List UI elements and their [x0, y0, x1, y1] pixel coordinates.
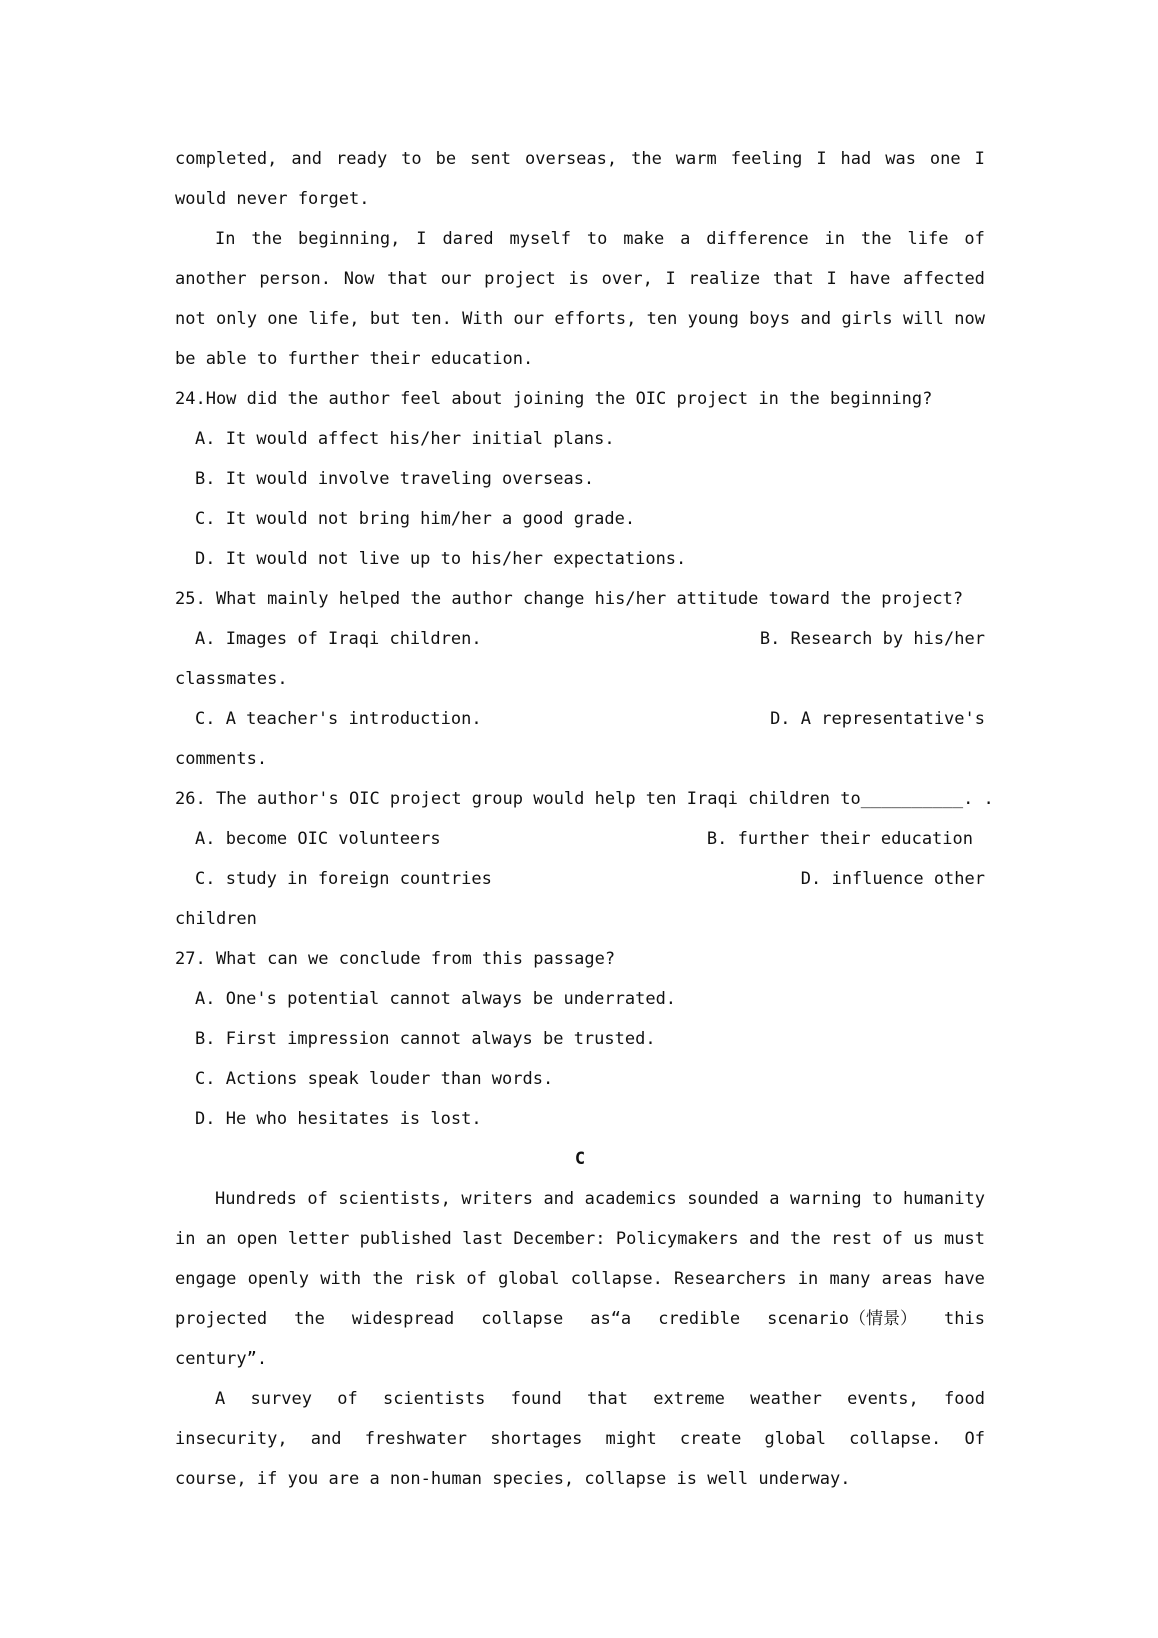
word: over, — [601, 269, 653, 289]
option-24-b: B. It would involve traveling overseas. — [195, 469, 595, 489]
word: and — [800, 309, 832, 329]
question-25: 25. What mainly helped the author change his/her attitude toward the project? — [175, 589, 964, 609]
word: last — [462, 1229, 504, 1249]
word: that — [387, 269, 429, 289]
word: collapse. — [570, 1269, 663, 1289]
word: in — [175, 1229, 196, 1249]
paragraph-line — [175, 1379, 985, 1419]
paragraph-line — [175, 219, 985, 259]
word: writers — [461, 1189, 533, 1209]
word: life, — [308, 309, 360, 329]
word: food — [944, 1389, 985, 1409]
word: scenario（情景） — [767, 1309, 918, 1329]
word: realize — [688, 269, 761, 289]
word: a — [769, 1189, 780, 1209]
word: Now — [343, 269, 375, 289]
word: the — [860, 229, 892, 249]
word: Policymakers — [615, 1229, 739, 1249]
word: of — [466, 1269, 487, 1289]
section-heading-c: C — [574, 1149, 586, 1169]
word: is — [568, 269, 589, 289]
word: warm — [675, 149, 717, 169]
word: and — [291, 149, 323, 169]
word: projected — [175, 1309, 268, 1329]
word: was — [885, 149, 916, 169]
word: as“a — [590, 1309, 632, 1329]
option-25-d: D. A representative's — [770, 709, 985, 729]
paragraph-line — [175, 299, 985, 339]
word: project — [484, 269, 556, 289]
word: A — [215, 1389, 226, 1409]
word: ready — [336, 149, 388, 169]
word: the — [294, 1309, 325, 1329]
word: ten — [646, 309, 678, 329]
word: collapse. — [849, 1429, 942, 1449]
word: not — [175, 309, 206, 329]
document-page — [175, 139, 994, 1499]
word: us — [913, 1229, 934, 1249]
word: sounded — [687, 1189, 759, 1209]
word: might — [605, 1429, 657, 1449]
word: rest — [831, 1229, 873, 1249]
option-27-b: B. First impression cannot always be trusted. — [195, 1029, 656, 1049]
word: scientists, — [338, 1189, 451, 1209]
word: credible — [658, 1309, 741, 1329]
word: that — [772, 269, 814, 289]
word: that — [587, 1389, 628, 1409]
option-25-b-continued: classmates. — [175, 669, 288, 689]
paragraph-line: course, if you are a non-human species, collapse is well underway. — [175, 1469, 851, 1489]
word: will — [902, 309, 944, 329]
paragraph-line — [175, 1299, 985, 1339]
word: beginning, — [298, 229, 401, 249]
word: to — [872, 1189, 893, 1209]
word: ten. — [410, 309, 452, 329]
word: of — [307, 1189, 328, 1209]
word: and — [310, 1429, 342, 1449]
word: letter — [287, 1229, 350, 1249]
word: create — [679, 1429, 742, 1449]
options-26-ab — [175, 819, 985, 859]
word: the — [790, 1229, 821, 1249]
word: I — [665, 269, 676, 289]
word: global — [764, 1429, 826, 1449]
word: many — [829, 1269, 871, 1289]
word: completed, — [175, 149, 278, 169]
paragraph-line — [175, 139, 985, 179]
word: weather — [750, 1389, 822, 1409]
option-25-a: A. Images of Iraqi children. — [195, 629, 482, 649]
word: insecurity, — [175, 1429, 288, 1449]
option-26-a: A. become OIC volunteers — [195, 829, 441, 849]
word: events, — [847, 1389, 919, 1409]
word: areas — [881, 1269, 933, 1289]
word: boys — [749, 309, 791, 329]
word: only — [216, 309, 257, 329]
option-26-d-continued: children — [175, 909, 257, 929]
option-26-b: B. further their education — [706, 829, 973, 849]
word: the — [372, 1269, 404, 1289]
word: this — [944, 1309, 985, 1329]
word: openly — [247, 1269, 310, 1289]
word: feeling — [730, 149, 803, 169]
word: found — [510, 1389, 562, 1409]
word: risk — [414, 1269, 456, 1289]
word: a — [680, 229, 691, 249]
word: Hundreds — [215, 1189, 297, 1209]
paragraph-line: century”. — [175, 1349, 268, 1369]
word: affected — [903, 269, 985, 289]
word: must — [944, 1229, 985, 1249]
word: In — [215, 229, 236, 249]
word: another — [175, 269, 247, 289]
paragraph-line — [175, 1219, 985, 1259]
word: have — [849, 269, 891, 289]
word: efforts, — [554, 309, 637, 329]
word: of — [882, 1229, 903, 1249]
word: sent — [470, 149, 512, 169]
word: scientists — [382, 1389, 486, 1409]
word: warning — [790, 1189, 862, 1209]
word: and — [543, 1189, 575, 1209]
paragraph-line — [175, 1419, 985, 1459]
word: the — [251, 229, 283, 249]
options-25-ab — [175, 619, 985, 659]
options-25-cd — [175, 699, 985, 739]
word: in — [797, 1269, 819, 1289]
word: have — [943, 1269, 985, 1289]
question-27: 27. What can we conclude from this passage? — [175, 949, 616, 969]
word: engage — [175, 1269, 237, 1289]
word: our — [440, 269, 472, 289]
word: to — [586, 229, 608, 249]
word: now — [954, 309, 985, 329]
word: be — [435, 149, 457, 169]
word: to — [401, 149, 422, 169]
option-25-c: C. A teacher's introduction. — [195, 709, 482, 729]
word: an — [205, 1229, 227, 1249]
word: but — [369, 309, 401, 329]
word: I — [826, 269, 837, 289]
option-27-d: D. He who hesitates is lost. — [195, 1109, 482, 1129]
option-27-a: A. One's potential cannot always be underrated. — [195, 989, 677, 1009]
word: extreme — [653, 1389, 725, 1409]
word: in — [824, 229, 846, 249]
option-24-d: D. It would not live up to his/her expectations. — [195, 549, 687, 569]
options-26-cd — [175, 859, 985, 899]
word: person. — [259, 269, 331, 289]
word: published — [359, 1229, 452, 1249]
paragraph-line — [175, 259, 985, 299]
option-26-c: C. study in foreign countries — [195, 869, 492, 889]
word: widespread — [351, 1309, 455, 1329]
word: humanity — [903, 1189, 985, 1209]
word: overseas, — [525, 149, 618, 169]
word: girls — [841, 309, 893, 329]
word: December: — [513, 1229, 606, 1249]
word: myself — [509, 229, 571, 249]
option-24-a: A. It would affect his/her initial plans. — [195, 429, 615, 449]
option-24-c: C. It would not bring him/her a good grade. — [195, 509, 636, 529]
word: I — [816, 149, 827, 169]
word: with — [320, 1269, 362, 1289]
word: the — [631, 149, 662, 169]
word: academics — [584, 1189, 677, 1209]
question-24: 24.How did the author feel about joining the OIC project in the beginning? — [175, 389, 933, 409]
paragraph-line — [175, 1259, 985, 1299]
word: dared — [442, 229, 494, 249]
word: I — [974, 149, 985, 169]
question-26: 26. The author's OIC project group would help ten Iraqi children to__________. . — [175, 789, 994, 809]
word: of — [964, 229, 985, 249]
word: I — [416, 229, 427, 249]
word: freshwater — [364, 1429, 468, 1449]
word: one — [929, 149, 961, 169]
option-27-c: C. Actions speak louder than words. — [195, 1069, 554, 1089]
word: difference — [706, 229, 809, 249]
word: had — [840, 149, 872, 169]
word: of — [337, 1389, 358, 1409]
paragraph-line: would never forget. — [175, 189, 370, 209]
word: With — [462, 309, 504, 329]
word: make — [623, 229, 665, 249]
option-25-b: B. Research by his/her — [759, 629, 985, 649]
word: and — [749, 1229, 780, 1249]
paragraph-line — [175, 1179, 985, 1219]
word: open — [236, 1229, 278, 1249]
word: shortages — [490, 1429, 583, 1449]
word: life — [907, 229, 949, 249]
word: global — [498, 1269, 560, 1289]
word: collapse — [481, 1309, 564, 1329]
word: young — [687, 309, 739, 329]
word: Researchers — [674, 1269, 787, 1289]
option-25-d-continued: comments. — [175, 749, 268, 769]
option-26-d: D. influence other — [800, 869, 985, 889]
word: one — [267, 309, 299, 329]
word: survey — [250, 1389, 312, 1409]
word: our — [513, 309, 545, 329]
word: Of — [964, 1429, 985, 1449]
paragraph-line: be able to further their education. — [175, 349, 534, 369]
